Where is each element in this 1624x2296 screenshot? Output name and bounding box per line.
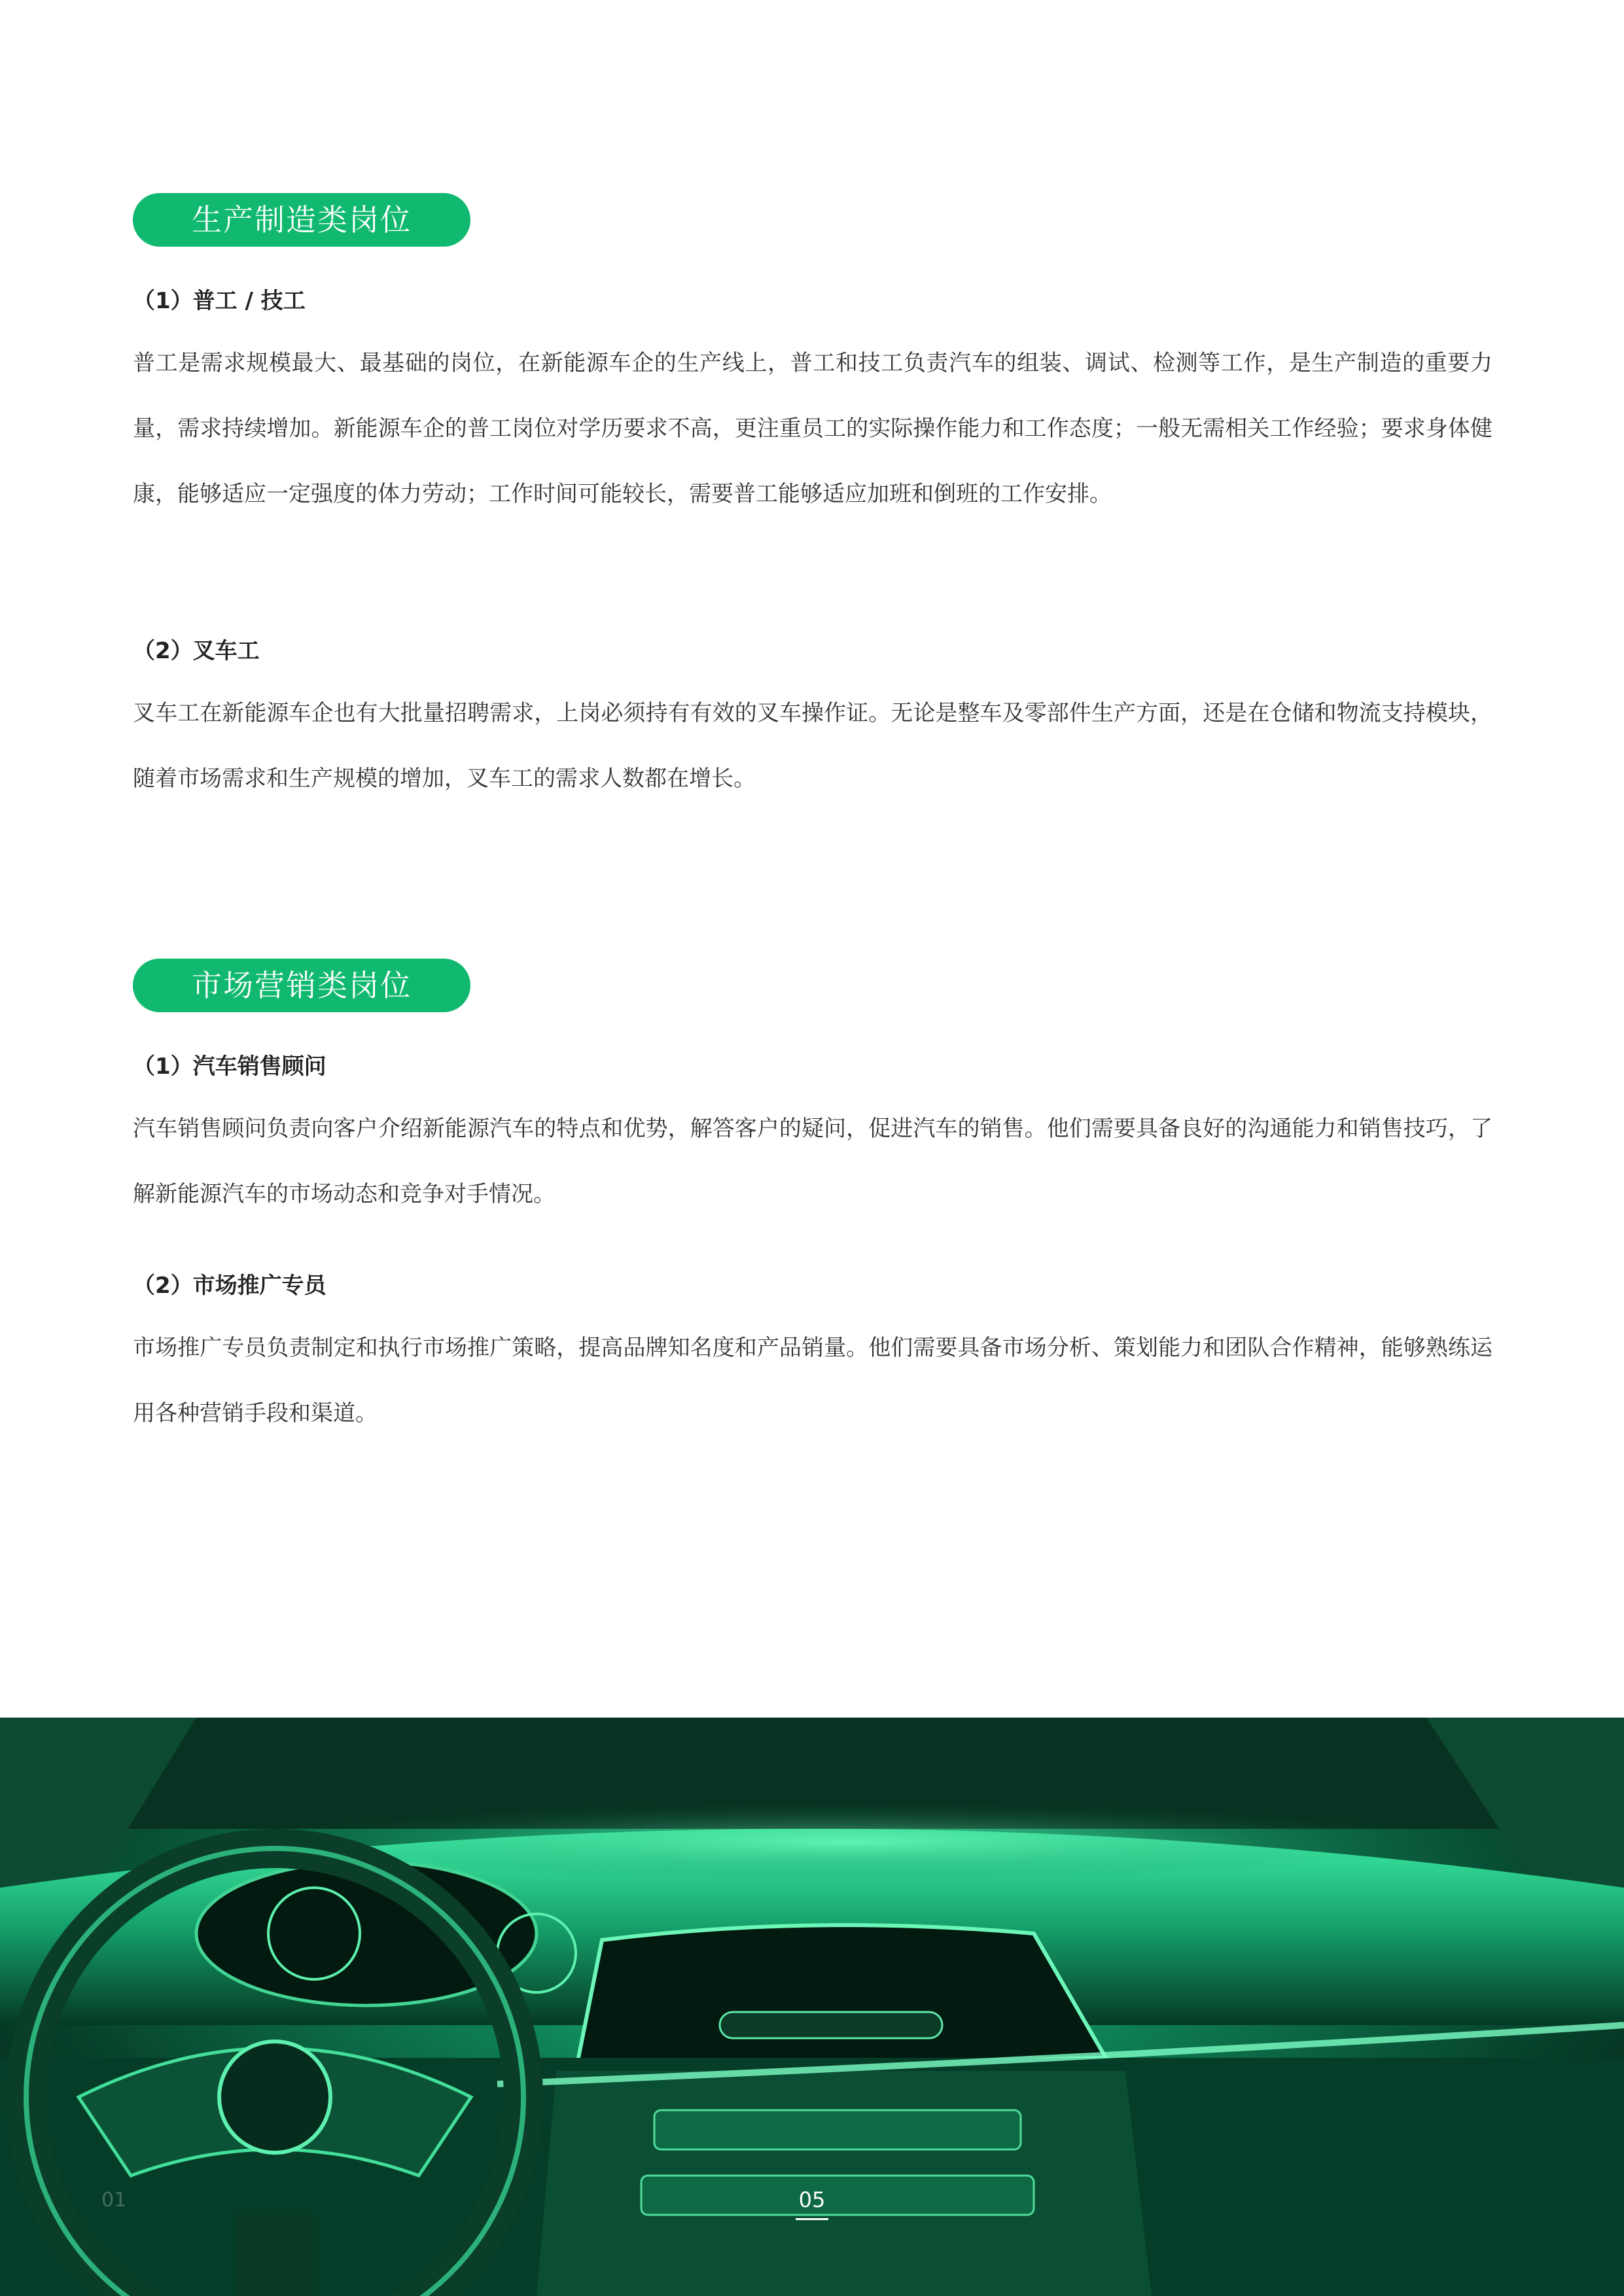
subheading-sales-consultant: （1）汽车销售顾问 xyxy=(133,1053,327,1080)
paragraph-marketing-specialist: 市场推广专员负责制定和执行市场推广策略，提高品牌知名度和产品销量。他们需要具备市场分析、策划能力和团队合作精神，能够熟练运用各种营销手段和渠道。 xyxy=(133,1335,1492,1426)
section-marketing xyxy=(133,959,1492,1426)
page-marker-left: 01 xyxy=(101,2189,127,2212)
subheading-forklift: （2）叉车工 xyxy=(133,638,260,664)
paragraph-general-worker: 普工是需求规模最大、最基础的岗位，在新能源车企的生产线上，普工和技工负责汽车的组装、调试、检测等工作，是生产制造的重要力量，需求持续增加。新能源车企的普工岗位对学历要求不高，更注重员工的实际操作能力和工作态度；一般无需相关工作经验；要求身体健康，能够适应一定强度的体力劳动；工作时间可能较长，需要普工能够适应加班和倒班的工作安排。 xyxy=(133,350,1492,507)
page-number: 05 xyxy=(798,2187,826,2212)
paragraph-sales-consultant: 汽车销售顾问负责向客户介绍新能源汽车的特点和优势，解答客户的疑问，促进汽车的销售。他们需要具备良好的沟通能力和销售技巧，了解新能源汽车的市场动态和竞争对手情况。 xyxy=(133,1116,1492,1207)
subheading-marketing-specialist: （2）市场推广专员 xyxy=(133,1273,327,1299)
paragraph-forklift: 叉车工在新能源车企也有大批量招聘需求，上岗必须持有有效的叉车操作证。无论是整车及零部件生产方面，还是在仓储和物流支持模块，随着市场需求和生产规模的增加，叉车工的需求人数都在增长。 xyxy=(133,700,1492,792)
section-title-production: 生产制造类岗位 xyxy=(133,193,470,247)
page-number-underline xyxy=(796,2218,828,2220)
section-production xyxy=(133,193,1492,792)
subheading-general-worker: （1）普工 / 技工 xyxy=(133,288,306,314)
section-title-marketing: 市场营销类岗位 xyxy=(133,959,470,1012)
